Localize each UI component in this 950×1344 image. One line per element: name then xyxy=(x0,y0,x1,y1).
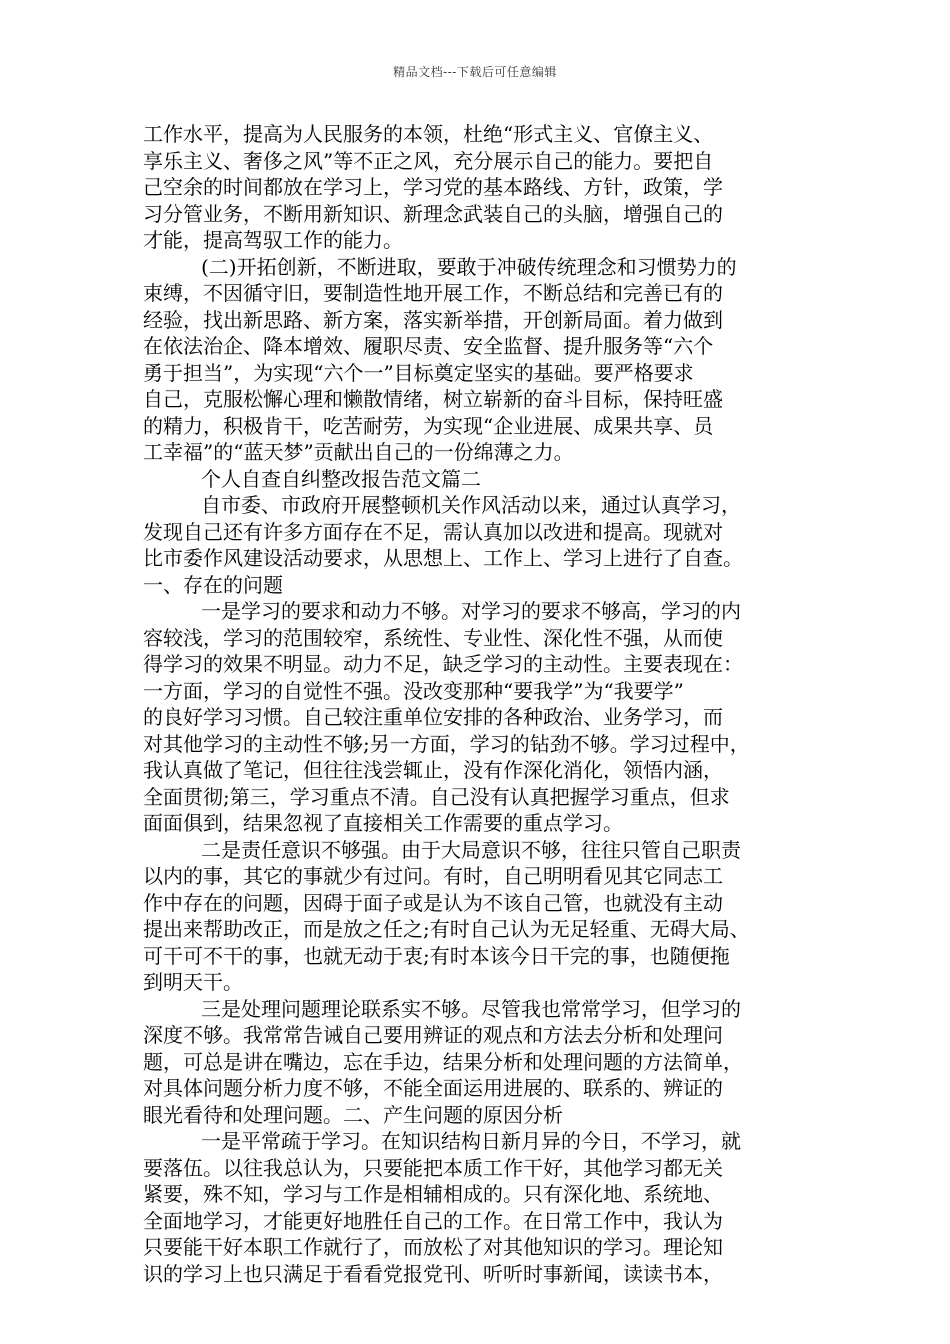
text-line: 己空余的时间都放在学习上，学习党的基本路线、方针，政策，学 xyxy=(143,175,723,199)
text-line: 面面俱到，结果忽视了直接相关工作需要的重点学习。 xyxy=(143,811,623,835)
text-line: 提出来帮助改正，而是放之任之;有时自己认为无足轻重、无碍大局、 xyxy=(143,917,750,941)
text-line: 全面贯彻;第三，学习重点不清。自己没有认真把握学习重点，但求 xyxy=(143,784,730,809)
text-line: 在依法治企、降本增效、履职尽责、安全监督、提升服务等“六个 xyxy=(143,334,714,358)
text-line: 我认真做了笔记，但往往浅尝辄止，没有作深化消化，领悟内涵， xyxy=(143,758,723,782)
text-line: 习分管业务，不断用新知识、新理念武装自己的头脑，增强自己的 xyxy=(143,201,723,226)
page-header: 精品文档---下载后可任意编辑 xyxy=(393,65,557,79)
text-line: 自市委、市政府开展整顿机关作风活动以来，通过认真学习， xyxy=(201,493,741,517)
text-line: 才能，提高驾驭工作的能力。 xyxy=(143,228,403,252)
text-line: 一是学习的要求和动力不够。对学习的要求不够高，学习的内 xyxy=(201,599,741,623)
text-line: 比市委作风建设活动要求，从思想上、工作上、学习上进行了自查。 xyxy=(143,546,743,570)
text-line: 识的学习上也只满足于看看党报党刊、听听时事新闻，读读书本， xyxy=(143,1261,723,1286)
text-line: 三是处理问题理论联系实不够。尽管我也常常学习，但学习的 xyxy=(201,996,741,1021)
text-line: 只要能干好本职工作就行了，而放松了对其他知识的学习。理论知 xyxy=(143,1235,723,1259)
text-line: 紧要，殊不知，学习与工作是相辅相成的。只有深化地、系统地、 xyxy=(143,1182,723,1206)
text-line: 勇于担当”，为实现“六个一”目标奠定坚实的基础。要严格要求 xyxy=(143,360,694,385)
text-line: 享乐主义、奢侈之风”等不正之风，充分展示自己的能力。要把自 xyxy=(143,148,714,173)
text-line: 以内的事，其它的事就少有过问。有时，自己明明看见其它同志工 xyxy=(143,864,723,888)
text-line: 对其他学习的主动性不够;另一方面，学习的钻劲不够。学习过程中， xyxy=(143,731,750,756)
text-line: 的精力，积极肯干，吃苦耐劳，为实现“企业进展、成果共享、员 xyxy=(143,413,714,438)
text-line: 对具体问题分析力度不够，不能全面运用进展的、联系的、辨证的 xyxy=(143,1076,723,1100)
text-line: 的良好学习习惯。自己较注重单位安排的各种政治、业务学习，而 xyxy=(143,705,723,729)
document-body xyxy=(143,121,823,1287)
text-line: 个人自查自纠整改报告范文篇二 xyxy=(201,466,481,491)
text-line: 工作水平，提高为人民服务的本领，杜绝“形式主义、官僚主义、 xyxy=(143,122,714,146)
text-line: (二)开拓创新，不断进取，要敢于冲破传统理念和习惯势力的 xyxy=(201,254,737,279)
text-line: 经验，找出新思路、新方案，落实新举措，开创新局面。着力做到 xyxy=(143,307,723,332)
text-line: 束缚，不因循守旧，要制造性地开展工作，不断总结和完善已有的 xyxy=(143,281,723,305)
text-line: 一是平常疏于学习。在知识结构日新月异的今日，不学习，就 xyxy=(201,1129,741,1153)
text-line: 二是责任意识不够强。由于大局意识不够，往往只管自己职责 xyxy=(201,837,741,862)
text-line: 发现自己还有许多方面存在不足，需认真加以改进和提高。现就对 xyxy=(143,519,723,544)
text-line: 自己，克服松懈心理和懒散情绪，树立崭新的奋斗目标，保持旺盛 xyxy=(143,387,723,411)
text-line: 眼光看待和处理问题。二、产生问题的原因分析 xyxy=(143,1102,563,1127)
text-line: 要落伍。以往我总认为，只要能把本质工作干好，其他学习都无关 xyxy=(143,1155,723,1180)
text-line: 可干可不干的事，也就无动于衷;有时本该今日干完的事，也随便拖 xyxy=(143,943,730,968)
text-line: 题，可总是讲在嘴边，忘在手边，结果分析和处理问题的方法简单， xyxy=(143,1049,743,1074)
text-line: 容较浅，学习的范围较窄，系统性、专业性、深化性不强，从而使 xyxy=(143,625,723,650)
text-line: 一方面，学习的自觉性不强。没改变那种“要我学”为“我要学” xyxy=(143,678,684,703)
text-line: 作中存在的问题，因碍于面子或是认为不该自己管，也就没有主动 xyxy=(143,890,723,915)
text-line: 工幸福”的“蓝天梦”贡献出自己的一份绵薄之力。 xyxy=(143,440,574,464)
text-line: 到明天干。 xyxy=(143,970,243,994)
text-line: 深度不够。我常常告诫自己要用辨证的观点和方法去分析和处理问 xyxy=(143,1023,723,1047)
text-line: 得学习的效果不明显。动力不足，缺乏学习的主动性。主要表现在： xyxy=(143,652,743,676)
text-line: 全面地学习，才能更好地胜任自己的工作。在日常工作中，我认为 xyxy=(143,1208,723,1233)
text-line: 一、存在的问题 xyxy=(143,572,283,597)
